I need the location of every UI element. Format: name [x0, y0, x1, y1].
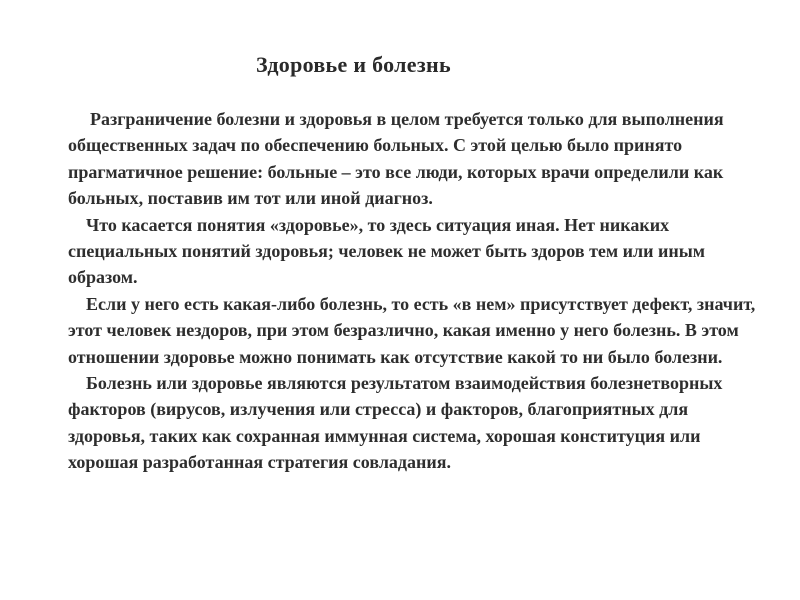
slide-body — [68, 106, 768, 476]
paragraph-4: Болезнь или здоровье являются результатом взаимодействия болезнетворных факторов (вирусов, излучения или стресса) и факторов, благоприятных для здоровья, таких как сохранная иммунная система, хорошая конституция или хорошая разработанная стратегия совладания. — [68, 373, 723, 473]
slide-title: Здоровье и болезнь — [256, 52, 451, 77]
paragraph-1: Разграничение болезни и здоровья в целом требуется только для выполнения общественных задач по обеспечению больных. С этой целью было принято прагматичное решение: больные – это все люди, которых врачи определили как больных, поставив им тот или иной диагноз. — [68, 109, 724, 209]
paragraph-3: Если у него есть какая-либо болезнь, то есть «в нем» присутствует дефект, значит, этот человек нездоров, при этом безразлично, какая именно у него болезнь. В этом отношении здоровье можно понимать как отсутствие какой то ни было болезни. — [68, 293, 756, 367]
paragraph-2: Что касается понятия «здоровье», то здесь ситуация иная. Нет никаких специальных понятий здоровья; человек не может быть здоров тем или иным образом. — [68, 214, 706, 288]
